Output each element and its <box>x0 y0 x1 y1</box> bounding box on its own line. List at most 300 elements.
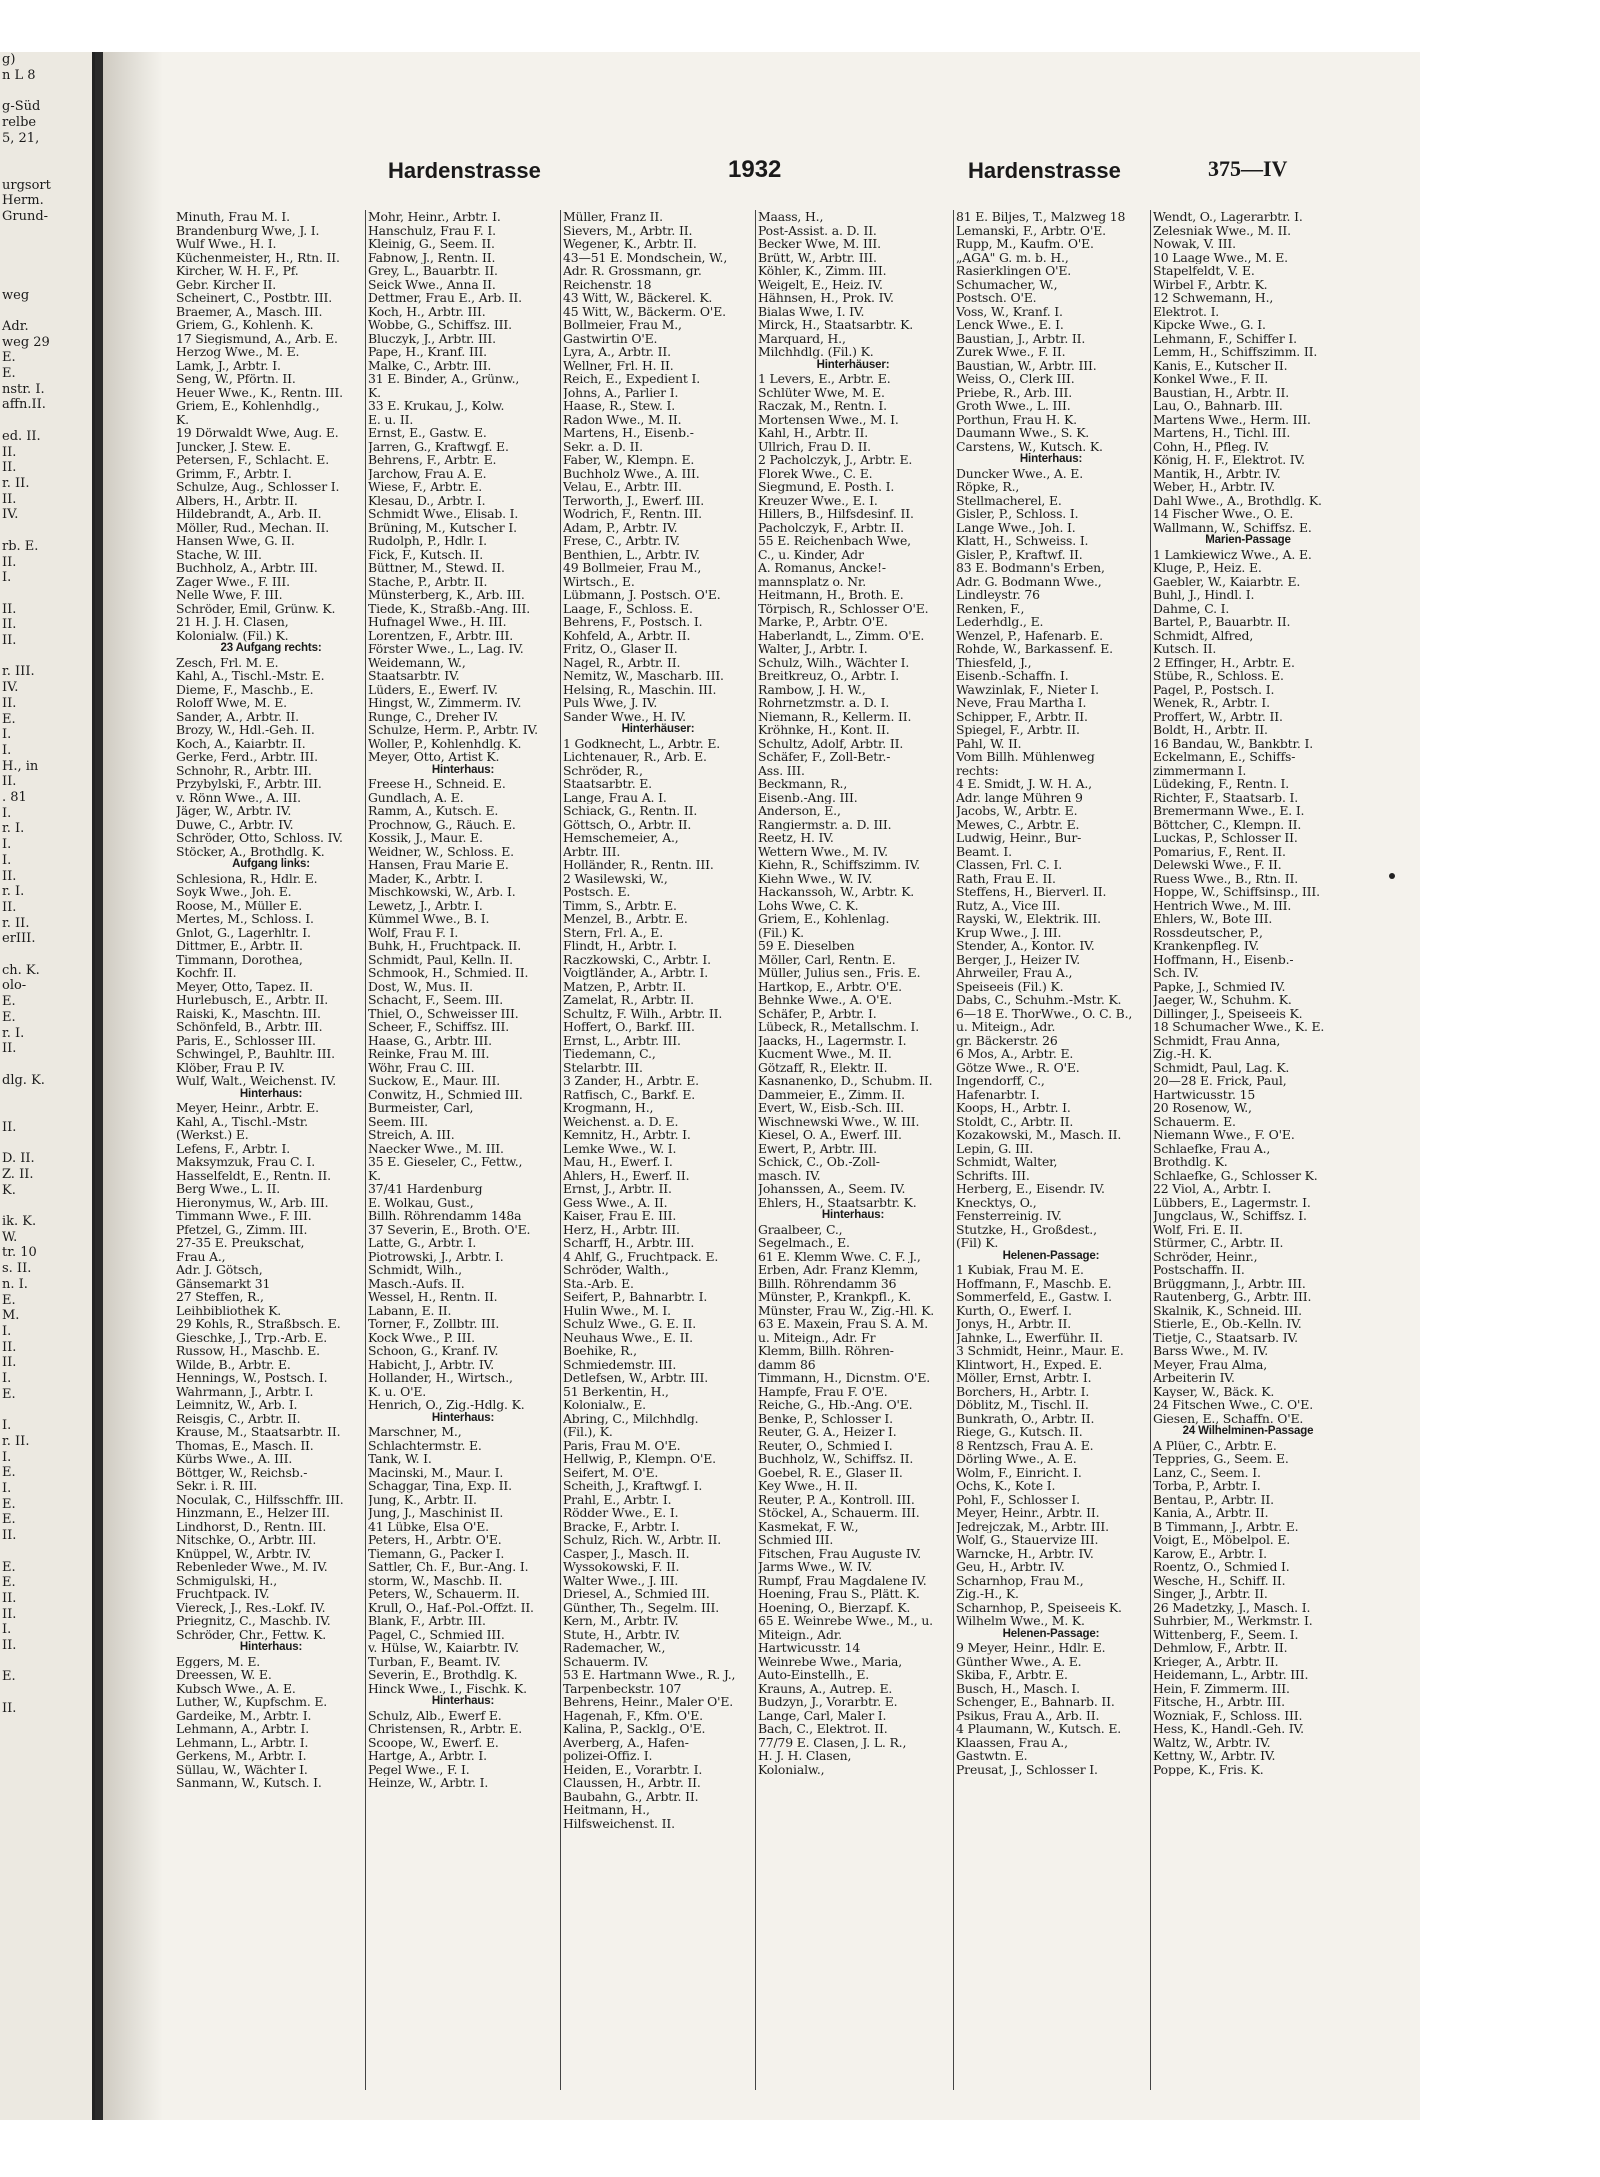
directory-entry: Jedrejczak, M., Arbtr. III. <box>956 1519 1109 1533</box>
directory-entry: Driesel, A., Schmied III. <box>563 1587 710 1601</box>
directory-entry: Priegnitz, C., Maschb. IV. <box>176 1614 331 1628</box>
directory-entry: 23 Aufgang rechts: <box>220 642 322 654</box>
directory-entry: Timmann, Dorothea, <box>176 952 303 966</box>
directory-entry: Schmidt, Walter, <box>956 1155 1058 1169</box>
left-page-fragment: I. <box>2 1622 12 1638</box>
directory-entry: Kreuzer Wwe., E. I. <box>758 493 878 507</box>
directory-entry: Hildebrandt, A., Arb. II. <box>176 507 322 521</box>
directory-entry: Breitkreuz, O., Arbtr. I. <box>758 669 900 683</box>
directory-entry: Lange, Frau A. I. <box>563 790 667 804</box>
directory-entry: Ass. III. <box>758 763 805 777</box>
directory-entry: Lübmann, J. Postsch. O'E. <box>563 588 721 602</box>
directory-entry: Hinterhäuser: <box>621 723 695 735</box>
directory-entry: Müller, Franz II. <box>563 210 663 224</box>
left-page-fragment: g) <box>2 52 16 67</box>
directory-entry: Macinski, M., Maur. I. <box>368 1465 504 1479</box>
left-page-fragment: E. <box>2 1575 16 1591</box>
directory-entry: Schlesiona, R., Hdlr. E. <box>176 871 318 885</box>
left-page-fragment: rb. E. <box>2 538 39 554</box>
directory-entry: Teppries, G., Seem. E. <box>1153 1452 1289 1466</box>
directory-entry: Stoldt, C., Arbtr. II. <box>956 1114 1074 1128</box>
directory-entry: Hillers, B., Hilfsdesinf. II. <box>758 507 914 521</box>
left-page-fragment: olo- <box>2 978 27 994</box>
directory-entry: Kolonialw., <box>758 1762 825 1776</box>
directory-entry: Russow, H., Maschb. E. <box>176 1344 320 1358</box>
directory-entry: Kalina, P., Sacklg., O'E. <box>563 1722 706 1736</box>
directory-entry: Lindleystr. 76 <box>956 588 1040 602</box>
directory-entry: Geu, H., Arbtr. IV. <box>956 1560 1065 1574</box>
directory-entry: 45 Witt, W., Bäckerm. O'E. <box>563 304 726 318</box>
directory-entry: Baustian, W., Arbtr. III. <box>956 358 1097 372</box>
directory-entry: Wolf, Fri. E. II. <box>1153 1222 1243 1236</box>
directory-entry: Seem. III. <box>368 1114 428 1128</box>
directory-entry: Hagenah, F., Kfm. O'E. <box>563 1708 703 1722</box>
directory-entry: Lorentzen, F., Arbtr. III. <box>368 628 514 642</box>
directory-entry: Wettern Wwe., M. IV. <box>758 844 888 858</box>
left-page-fragment: r. III. <box>2 664 35 680</box>
directory-entry: 6 Mos, A., Arbtr. E. <box>956 1047 1074 1061</box>
directory-entry: Brothdlg. K. <box>1153 1155 1228 1169</box>
directory-entry: Behrens, F., Arbtr. E. <box>368 453 497 467</box>
directory-entry: Ernst, E., Gastw. E. <box>368 426 487 440</box>
left-page-fragment: II. <box>2 899 17 915</box>
directory-entry: Raczak, M., Rentn. I. <box>758 399 887 413</box>
directory-entry: Peters, H., Arbtr. O'E. <box>368 1533 502 1547</box>
directory-entry: Paris, Frau M. O'E. <box>563 1438 681 1452</box>
directory-entry: Pahl, W. II. <box>956 736 1022 750</box>
directory-entry: Nowak, V. III. <box>1153 237 1236 251</box>
left-page-fragment: n. I. <box>2 1276 28 1292</box>
directory-entry: Wesche, H., Schiff. II. <box>1153 1573 1286 1587</box>
directory-entry: Schenger, E., Bahnarb. II. <box>956 1695 1115 1709</box>
directory-entry: Heinze, W., Arbtr. I. <box>368 1776 489 1790</box>
directory-entry: Johanssen, A., Seem. IV. <box>758 1182 906 1196</box>
directory-entry: Meyer, Otto, Tapez. II. <box>176 979 313 993</box>
directory-entry: damm 86 <box>758 1357 816 1371</box>
left-page-fragment: r. I. <box>2 821 25 837</box>
scan-border-top <box>0 0 1600 52</box>
directory-entry: Beckmann, R., <box>758 777 848 791</box>
directory-entry: Benke, P., Schlosser I. <box>758 1411 893 1425</box>
directory-entry: Marschner, M., <box>368 1425 462 1439</box>
left-page-fragment: H., in <box>2 758 39 774</box>
directory-entry: B Timmann, J., Arbtr. E. <box>1153 1519 1299 1533</box>
directory-entry: Münster, P., Krankpfl., K. <box>758 1290 912 1304</box>
directory-entry: Brandenburg Wwe, J. I. <box>176 223 320 237</box>
directory-entry: Ruess Wwe., B., Rtn. II. <box>1153 871 1299 885</box>
directory-entry: Detlefsen, W., Arbtr. III. <box>563 1371 709 1385</box>
directory-entry: Schröder, Walth., <box>563 1263 669 1277</box>
left-page-fragment: D. II. <box>2 1151 35 1167</box>
left-page-fragment: II. <box>2 868 17 884</box>
directory-entry: 3 Schmidt, Heinr., Maur. E. <box>956 1344 1124 1358</box>
directory-entry: Schäfer, P., Arbtr. I. <box>758 1006 877 1020</box>
directory-entry: 22 Viol, A., Arbtr. I. <box>1153 1182 1272 1196</box>
directory-entry: Lange Wwe., Joh. I. <box>956 520 1076 534</box>
directory-entry: Götzaff, R., Elektr. II. <box>758 1060 888 1074</box>
directory-entry: Habicht, J., Arbtr. IV. <box>368 1357 495 1371</box>
directory-entry: Döblitz, M., Tischl. II. <box>956 1398 1089 1412</box>
directory-entry: 24 Wilhelminen-Passage <box>1182 1425 1314 1437</box>
directory-entry: Reich, E., Expedient I. <box>563 372 701 386</box>
directory-entry: Schnohr, R., Arbtr. III. <box>176 763 312 777</box>
directory-entry: Speiseeis (Fil.) K. <box>956 979 1064 993</box>
directory-entry: Wischnewski Wwe., W. III. <box>758 1114 920 1128</box>
directory-entry: Sander Wwe., H. IV. <box>563 709 686 723</box>
directory-entry: Schmidt, Wilh., <box>368 1263 462 1277</box>
directory-entry: Rasierklingen O'E. <box>956 264 1072 278</box>
directory-entry: Hennings, W., Postsch. I. <box>176 1371 328 1385</box>
directory-entry: Göttsch, O., Arbtr. II. <box>563 817 692 831</box>
directory-entry: Lehmann, L., Arbtr. I. <box>176 1735 309 1749</box>
directory-entry: Schlaefke, G., Schlosser K. <box>1153 1168 1318 1182</box>
directory-entry: mannsplatz o. Nr. <box>758 574 867 588</box>
directory-entry: Voigt, E., Möbelpol. E. <box>1153 1533 1291 1547</box>
directory-entry: Kolonialw., E. <box>563 1398 646 1412</box>
page-header <box>168 150 1418 186</box>
directory-entry: Lübbers, E., Lagermstr. I. <box>1153 1195 1311 1209</box>
directory-entry: Gänsemarkt 31 <box>176 1276 271 1290</box>
directory-entry: Törpisch, R., Schlosser O'E. <box>758 601 929 615</box>
directory-entry: Weidemann, W., <box>368 655 466 669</box>
directory-entry: Tietje, C., Staatsarb. IV. <box>1153 1330 1298 1344</box>
directory-entry: Timm, S., Arbtr. E. <box>563 898 677 912</box>
directory-entry: Müller, Julius sen., Fris. E. <box>758 966 921 980</box>
directory-entry: Stellmacherel, E. <box>956 493 1062 507</box>
directory-entry: Papke, J., Schmied IV. <box>1153 979 1286 993</box>
directory-entry: Preusat, J., Schlosser I. <box>956 1762 1098 1776</box>
directory-entry: 83 E. Bodmann's Erben, <box>956 561 1105 575</box>
directory-entry: Krause, M., Staatsarbtr. II. <box>176 1425 341 1439</box>
directory-entry: Eisenb.-Schaffn. I. <box>956 669 1069 683</box>
directory-entry: Gisler, P., Schloss. I. <box>956 507 1079 521</box>
directory-entry: Mau, H., Ewerf. I. <box>563 1155 673 1169</box>
scan-border-right <box>1420 0 1600 2177</box>
directory-entry: Weigelt, E., Heiz. IV. <box>758 277 883 291</box>
directory-entry: Kurth, O., Ewerf. I. <box>956 1303 1072 1317</box>
directory-entry: Dabs, C., Schuhm.-Mstr. K. <box>956 993 1122 1007</box>
left-page-fragments <box>0 52 92 1717</box>
directory-entry: Herberg, E., Eisendr. IV. <box>956 1182 1105 1196</box>
directory-entry: Behnke Wwe., A. O'E. <box>758 993 893 1007</box>
directory-entry: Krull, O., Haf.-Pol.-Offzt. II. <box>368 1600 534 1614</box>
directory-entry: Busch, H., Masch. I. <box>956 1681 1080 1695</box>
directory-entry: Mohr, Heinr., Arbtr. I. <box>368 210 501 224</box>
directory-entry: 37 Severin, E., Broth. O'E. <box>368 1222 531 1236</box>
directory-entry: Hansen Wwe, G. II. <box>176 534 295 548</box>
left-page-fragment: II. <box>2 1606 17 1622</box>
directory-entry: Leihbibliothek K. <box>176 1303 282 1317</box>
left-page-fragment: E. <box>2 994 16 1010</box>
directory-entry: Hulin Wwe., M. I. <box>563 1303 671 1317</box>
directory-entry: Arbeiterin IV. <box>1153 1371 1235 1385</box>
directory-entry: Lewetz, J., Arbtr. I. <box>368 898 483 912</box>
directory-entry: „AGA" G. m. b. H., <box>956 250 1069 264</box>
left-page-fragment: E. <box>2 1465 16 1481</box>
directory-entry: Sander, A., Arbtr. II. <box>176 709 299 723</box>
directory-entry: Ahlers, H., Ewerf. II. <box>563 1168 690 1182</box>
directory-entry: 27 Steffen, R., <box>176 1290 264 1304</box>
column-2 <box>368 210 558 2090</box>
directory-entry: Lohs Wwe, C. K. <box>758 898 859 912</box>
directory-entry: Aufgang links: <box>232 858 310 870</box>
directory-entry: 1 Kubiak, Frau M. E. <box>956 1263 1084 1277</box>
directory-entry: Velau, E., Arbtr. III. <box>563 480 682 494</box>
directory-entry: Wiese, F., Arbtr. E. <box>368 480 483 494</box>
directory-entry: Dehmlow, F., Arbtr. II. <box>1153 1641 1288 1655</box>
directory-entry: Zig.-H., K. <box>956 1587 1019 1601</box>
directory-entry: Kozakowski, M., Masch. II. <box>956 1128 1122 1142</box>
directory-entry: Postsch. E. <box>563 885 631 899</box>
left-page-fragment: II. <box>2 601 17 617</box>
directory-entry: Dost, W., Mus. II. <box>368 979 473 993</box>
directory-entry: Hafenarbtr. I. <box>956 1087 1040 1101</box>
left-page-fragment: . 81 <box>2 790 27 806</box>
directory-entry: Kluge, P., Heiz. E. <box>1153 561 1262 575</box>
directory-entry: Key Wwe., H. II. <box>758 1479 858 1493</box>
directory-entry: Baubahn, G., Arbtr. II. <box>563 1789 699 1803</box>
left-page-fragment <box>0 1402 92 1418</box>
directory-entry: Jarchow, Frau A. E. <box>368 466 487 480</box>
directory-entry: Schönfeld, B., Arbtr. III. <box>176 1020 323 1034</box>
directory-entry: Dillinger, J., Speiseeis K. <box>1153 1006 1303 1020</box>
directory-entry: C., u. Kinder, Adr <box>758 547 864 561</box>
left-page-fragment: W. <box>2 1229 18 1245</box>
directory-entry: Stierle, E., Ob.-Kelln. IV. <box>1153 1317 1302 1331</box>
directory-entry: Timmann Wwe., F. III. <box>176 1209 312 1223</box>
directory-entry: Zesch, Frl. M. E. <box>176 655 279 669</box>
directory-entry: Scheinert, C., Postbtr. III. <box>176 291 333 305</box>
directory-entry: Koops, H., Arbtr. I. <box>956 1101 1071 1115</box>
directory-entry: Schmidt Wwe., Elisab. I. <box>368 507 519 521</box>
directory-entry: Dieme, F., Maschb., E. <box>176 682 314 696</box>
directory-entry: Hollander, H., Wirtsch., <box>368 1371 513 1385</box>
directory-entry: Benthien, L., Arbtr. IV. <box>563 547 700 561</box>
directory-entry: 12 Schwemann, H., <box>1153 291 1274 305</box>
directory-entry: Freese H., Schneid. E. <box>368 777 506 791</box>
directory-entry: E. Wolkau, Gust., <box>368 1195 474 1209</box>
directory-entry: Herzog Wwe., M. E. <box>176 345 300 359</box>
directory-entry: Prochnow, G., Räuch. E. <box>368 817 516 831</box>
column-6 <box>1153 210 1343 2090</box>
directory-entry: Gastwtn. E. <box>956 1749 1028 1763</box>
directory-entry: Heuer Wwe., K., Rentn. III. <box>176 385 343 399</box>
directory-entry: Hampfe, Frau F. O'E. <box>758 1384 888 1398</box>
left-page-fragment <box>0 1057 92 1073</box>
directory-entry: Kucment Wwe., M. II. <box>758 1047 892 1061</box>
left-page-fragment: I. <box>2 1371 12 1387</box>
directory-entry: Singer, J., Arbtr. II. <box>1153 1587 1268 1601</box>
directory-entry: Niemann, R., Kellerm. II. <box>758 709 912 723</box>
directory-entry: Meyer, Heinr., Arbtr. E. <box>176 1101 319 1115</box>
directory-entry: Riege, G., Kutsch. II. <box>956 1425 1083 1439</box>
directory-entry: Kock Wwe., P. III. <box>368 1330 475 1344</box>
directory-entry: Lehmann, F., Schiffer I. <box>1153 331 1297 345</box>
directory-entry: Rautenberg, G., Arbtr. III. <box>1153 1290 1312 1304</box>
directory-entry: Fritz, O., Glaser II. <box>563 642 678 656</box>
directory-entry: storm, W., Maschb. II. <box>368 1573 503 1587</box>
directory-entry: Brozy, W., Hdl.-Geh. II. <box>176 723 315 737</box>
column-rule <box>1150 210 1151 2090</box>
directory-entry: Gisler, P., Kraftwf. II. <box>956 547 1083 561</box>
directory-entry: Luther, W., Kupfschm. E. <box>176 1695 328 1709</box>
directory-entry: Schäfer, F., Zoll-Betr.- <box>758 750 891 764</box>
directory-entry: Claussen, H., Arbtr. II. <box>563 1776 701 1790</box>
directory-entry: Meyer, Otto, Artist K. <box>368 750 500 764</box>
directory-entry: Stute, H., Arbtr. IV. <box>563 1627 680 1641</box>
directory-entry: Renken, F., <box>956 601 1025 615</box>
directory-entry: 6—18 E. ThorWwe., O. C. B., <box>956 1006 1133 1020</box>
directory-entry: Rossdeutscher, P., <box>1153 925 1263 939</box>
margin-mark <box>1389 873 1395 879</box>
directory-entry: Buchholz, A., Arbtr. III. <box>176 561 318 575</box>
directory-entry: Weidner, W., Schloss. E. <box>368 844 514 858</box>
left-page-fragment <box>0 1198 92 1214</box>
directory-entry: Lehmann, A., Arbtr. I. <box>176 1722 310 1736</box>
directory-entry: Johns, A., Parlier I. <box>563 385 679 399</box>
directory-entry: Gerkens, M., Arbtr. I. <box>176 1749 307 1763</box>
directory-entry: Jahnke, L., Ewerführ. II. <box>956 1330 1103 1344</box>
left-page-fragment: I. <box>2 852 12 868</box>
directory-entry: A Plüer, C., Arbtr. E. <box>1153 1438 1277 1452</box>
directory-entry: Hieronymus, W., Arb. III. <box>176 1195 329 1209</box>
directory-entry: (Fil.) K. <box>758 925 804 939</box>
directory-entry: Porthun, Frau H. K. <box>956 412 1077 426</box>
directory-entry: Jung, K., Arbtr. II. <box>368 1492 477 1506</box>
directory-entry: Kutsch. II. <box>1153 642 1217 656</box>
directory-entry: Knecktys, O., <box>956 1195 1037 1209</box>
directory-entry: Kürbs Wwe., A. III. <box>176 1452 293 1466</box>
directory-entry: Brüning, M., Kutscher I. <box>368 520 517 534</box>
directory-entry: Schröder, Heinr., <box>1153 1249 1258 1263</box>
directory-entry: Gastwirtin O'E. <box>563 331 658 345</box>
directory-entry: 43 Witt, W., Bäckerel. K. <box>563 291 713 305</box>
directory-entry: Schmidt, Paul, Lag. K. <box>1153 1060 1290 1074</box>
directory-entry: Mischkowski, W., Arb. I. <box>368 885 516 899</box>
directory-entry: Hinterhaus: <box>1019 453 1083 465</box>
directory-entry: Severin, E., Brothdlg. K. <box>368 1668 518 1682</box>
directory-entry: Heiden, E., Vorarbtr. I. <box>563 1762 703 1776</box>
directory-entry: Schulz, Rich. W., Arbtr. II. <box>563 1533 721 1547</box>
directory-entry: Sekr. i. R. III. <box>176 1479 258 1493</box>
directory-entry: Schmiedemstr. III. <box>563 1357 677 1371</box>
directory-entry: Ernst, J., Arbtr. II. <box>563 1182 672 1196</box>
directory-entry: Fick, F., Kutsch. II. <box>368 547 484 561</box>
directory-entry: Rohde, W., Barkassenf. E. <box>956 642 1113 656</box>
directory-entry: Maksymzuk, Frau C. I. <box>176 1155 316 1169</box>
directory-entry: Stöcker, A., Brothdlg. K. <box>176 844 325 858</box>
left-page-fragment: relbe <box>2 114 37 130</box>
left-page-fragment <box>0 162 92 178</box>
directory-entry: Wallmann, W., Schiffsz. E. <box>1153 520 1312 534</box>
directory-entry: 2 Wasilewski, W., <box>563 871 668 885</box>
directory-entry: Thomas, E., Masch. II. <box>176 1438 314 1452</box>
left-page-fragment <box>0 523 92 539</box>
directory-entry: Kasnanenko, D., Schubm. II. <box>758 1074 933 1088</box>
directory-entry: Billh. Röhrendamm 148a <box>368 1209 522 1223</box>
directory-entry: Psikus, Frau A., Arb. II. <box>956 1708 1100 1722</box>
directory-entry: Mewes, C., Arbtr. E. <box>956 817 1080 831</box>
directory-entry: Reisgis, C., Arbtr. II. <box>176 1411 301 1425</box>
directory-entry: Jungclaus, W., Schiffsz. I. <box>1153 1209 1307 1223</box>
left-page-fragment: II. <box>2 491 17 507</box>
directory-entry: Pfetzel, G., Zimm. III. <box>176 1222 308 1236</box>
directory-entry: Kettny, W., Arbtr. IV. <box>1153 1749 1276 1763</box>
directory-entry: K. <box>368 1168 381 1182</box>
directory-entry: Griem, G., Kohlenh. K. <box>176 318 314 332</box>
directory-entry: Gnlot, G., Lagerhltr. I. <box>176 925 311 939</box>
directory-entry: Karow, E., Arbtr. I. <box>1153 1546 1267 1560</box>
left-page-fragment: Adr. <box>2 318 29 334</box>
directory-entry: Ludwig, Heinr., Bur- <box>956 831 1082 845</box>
directory-entry: Maass, H., <box>758 210 824 224</box>
directory-entry: Elektrot. I. <box>1153 304 1220 318</box>
directory-entry: Lepin, G. III. <box>956 1141 1034 1155</box>
directory-entry: 1 Levers, E., Arbtr. E. <box>758 372 891 386</box>
directory-entry: Fruchtpack. IV. <box>176 1587 270 1601</box>
directory-entry: Walter Wwe., J. III. <box>563 1573 679 1587</box>
left-page-fragment: r. II. <box>2 915 30 931</box>
directory-entry: Kiehn, R., Schiffszimm. IV. <box>758 858 920 872</box>
left-page-fragment: II. <box>2 1041 17 1057</box>
directory-entry: Wirtsch., E. <box>563 574 635 588</box>
directory-entry: Küchenmeister, H., Rtn. II. <box>176 250 340 264</box>
directory-entry: Wessel, H., Rentn. II. <box>368 1290 498 1304</box>
directory-entry: Konkel Wwe., F. II. <box>1153 372 1269 386</box>
directory-entry: Lamk, J., Arbtr. I. <box>176 358 281 372</box>
left-page-fragment: K. <box>2 1182 16 1198</box>
street-title-left: Hardenstrasse <box>388 158 541 183</box>
left-page-fragment <box>0 83 92 99</box>
directory-entry: 55 E. Reichenbach Wwe, <box>758 534 911 548</box>
directory-entry: Schröder, Emil, Grünw. K. <box>176 601 336 615</box>
directory-entry: Knüppel, W., Arbtr. IV. <box>176 1546 312 1560</box>
directory-entry: Lemm, H., Schiffszimm. II. <box>1153 345 1318 359</box>
directory-entry: Hilfsweichenst. II. <box>563 1816 675 1830</box>
directory-entry: Weiss, O., Clerk III. <box>956 372 1075 386</box>
left-page-fragment: s. II. <box>2 1261 32 1277</box>
directory-entry: Wodrich, F., Rentn. III. <box>563 507 702 521</box>
directory-entry: Flindt, H., Arbtr. I. <box>563 939 677 953</box>
directory-entry: Neve, Frau Martha I. <box>956 696 1087 710</box>
directory-entry: Bartel, P., Bauarbtr. II. <box>1153 615 1291 629</box>
directory-entry: Voss, W., Kranf. I. <box>956 304 1063 318</box>
left-page-fragment <box>0 1104 92 1120</box>
directory-entry: Peters, W., Schauerm. II. <box>368 1587 520 1601</box>
directory-entry: Stürmer, C., Arbtr. II. <box>1153 1236 1284 1250</box>
left-page-fragment: r. II. <box>2 475 30 491</box>
directory-entry: Braemer, A., Masch. III. <box>176 304 323 318</box>
directory-entry: Wenzel, P., Hafenarb. E. <box>956 628 1103 642</box>
directory-entry: Schoon, G., Kranf. IV. <box>368 1344 499 1358</box>
left-page-fragment: urgsort <box>2 177 51 193</box>
column-rule <box>953 210 954 2090</box>
left-page-fragment: weg <box>2 287 30 303</box>
directory-entry: Jarren, G., Kraftwgf. E. <box>368 439 509 453</box>
directory-entry: Postschaffn. II. <box>1153 1263 1245 1277</box>
directory-entry: Fabnow, J., Rentn. II. <box>368 250 496 264</box>
directory-entry: Viereck, J., Res.-Lokf. IV. <box>176 1600 326 1614</box>
left-page-fragment: II. <box>2 1590 17 1606</box>
directory-entry: Sekr. a. D. II. <box>563 439 643 453</box>
left-page-fragment: IV. <box>2 507 19 523</box>
left-page-fragment: M. <box>2 1308 20 1324</box>
directory-entry: Münster, Frau W., Zig.-Hl. K. <box>758 1303 935 1317</box>
directory-entry: Naecker Wwe., M. III. <box>368 1141 504 1155</box>
directory-entry: Hoffmann, H., Eisenb.- <box>1153 952 1294 966</box>
directory-entry: 17 Siegismund, A., Arb. E. <box>176 331 338 345</box>
directory-entry: Adr. J. Götsch, <box>176 1263 263 1277</box>
